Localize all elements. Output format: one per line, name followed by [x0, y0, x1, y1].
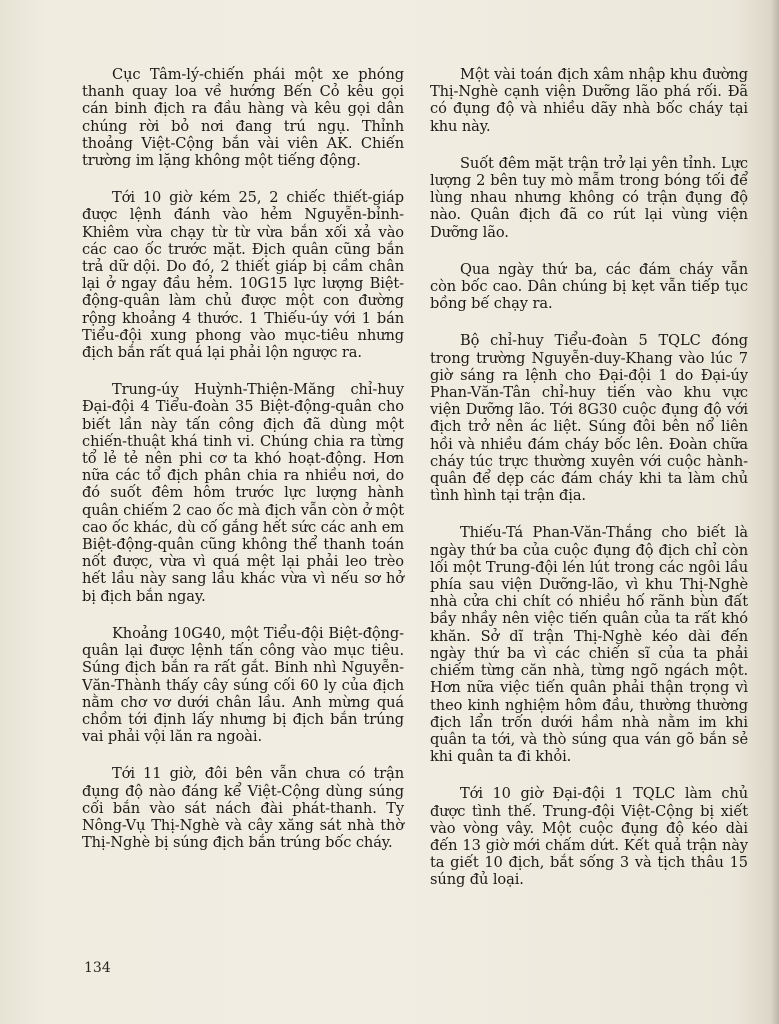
- left-paragraph: Tới 11 giờ, đôi bên vẫn chưa có trận đụng độ nào đáng kể Việt-Cộng dùng súng cối bắn vào sát nách đài phát-thanh. Ty Nông-Vụ Thị-Nghè và cây xăng sát nhà thờ Thị-Nghè bị súng địch bắn trúng bốc cháy.: [82, 765, 404, 852]
- page-edge-shadow: [771, 0, 779, 1024]
- left-paragraph: Khoảng 10G40, một Tiểu-đội Biệt-động-quân lại được lệnh tấn công vào mục tiêu. Súng địch bắn ra rất gắt. Binh nhì Nguyễn-Văn-Thành thấy cây súng cối 60 ly của địch nằm chơ vơ dưới chân lầu. Anh mừng quá chồm tới định lấy nhưng bị địch bắn trúng vai phải vội lăn ra ngoài.: [82, 624, 404, 746]
- left-paragraph: Cục Tâm-lý-chiến phái một xe phóng thanh quay loa về hướng Bến Cỏ kêu gọi cán binh địch ra đầu hàng và kêu gọi dân chúng rời bỏ nơi đang trú ngụ. Thỉnh thoảng Việt-Cộng bắn vài viên AK. Chiến trường im lặng không một tiếng động.: [82, 66, 404, 170]
- left-paragraph: Trung-úy Huỳnh-Thiện-Măng chỉ-huy Đại-đội 4 Tiểu-đoàn 35 Biệt-động-quân cho biết lần này tấn công địch đã dùng một chiến-thuật khá tinh vi. Chúng chia ra từng tổ lẻ tẻ nên phi cơ ta khó hoạt-động. Hơn nữa các tổ địch phân chia ra nhiều nơi, do đó suốt đêm hôm trước lực lượng hành quân chiếm 2 cao ốc mà địch vẫn còn ở một cao ốc khác, dù cố gắng hết sức các anh em Biệt-động-quân cũng không thể thanh toán nốt được, vừa vì quá mệt lại phải leo trèo hết lầu này sang lầu khác vừa vì nếu sơ hở bị địch bắn ngay.: [82, 381, 404, 605]
- right-paragraph: Bộ chỉ-huy Tiểu-đoàn 5 TQLC đóng trong trường Nguyễn-duy-Khang vào lúc 7 giờ sáng ra lệnh cho Đại-đội 1 do Đại-úy Phan-Văn-Tân chỉ-huy tiến vào khu vực viện Dưỡng lão. Tới 8G30 cuộc đụng độ với địch trở nên ác liệt. Súng đôi bên nổ liên hồi và nhiều đám cháy bốc lên. Đoàn chữa cháy túc trực thường xuyên với cuộc hành-quân để dẹp các đám cháy khi ta làm chủ tình hình tại trận địa.: [430, 332, 748, 505]
- right-paragraph: Một vài toán địch xâm nhập khu đường Thị-Nghè cạnh viện Dưỡng lão phá rối. Đã có đụng độ và nhiều dãy nhà bốc cháy tại khu này.: [430, 66, 748, 135]
- right-paragraph: Suốt đêm mặt trận trở lại yên tỉnh. Lực lượng 2 bên tuy mò mẫm trong bóng tối để lùng nhau nhưng không có trận đụng độ nào. Quân địch đã co rút lại vùng viện Dưỡng lão.: [430, 154, 748, 241]
- right-paragraph: Thiếu-Tá Phan-Văn-Thắng cho biết là ngày thứ ba của cuộc đụng độ địch chỉ còn lối một Trung-đội lén lút trong các ngôi lầu phía sau viện Dưỡng-lão, vì khu Thị-Nghè nhà cửa chi chít có nhiều hố rãnh bùn đất bầy nhầy nên việc tiến quân của ta rất khó khăn. Sở dĩ trận Thị-Nghè kéo dài đến ngày thứ ba vì các chiến sĩ của ta phải chiếm từng căn nhà, từng ngõ ngách một. Hơn nữa việc tiến quân phải thận trọng vì theo kinh nghiệm hôm đầu, thường thường địch lẩn trốn dưới hầm nhà nằm im khi quân ta tới, và thò súng qua ván gõ bắn sẻ khi quân ta đi khỏi.: [430, 524, 748, 766]
- right-paragraph: Qua ngày thứ ba, các đám cháy vẫn còn bốc cao. Dân chúng bị kẹt vẫn tiếp tục bồng bế chạy ra.: [430, 260, 748, 313]
- page-number: 134: [84, 960, 111, 976]
- right-paragraph: Tới 10 giờ Đại-đội 1 TQLC làm chủ được tình thế. Trung-đội Việt-Cộng bị xiết vào vòng vây. Một cuộc đụng độ kéo dài đến 13 giờ mới chấm dứt. Kết quả trận này ta giết 10 địch, bắt sống 3 và tịch thâu 15 súng đủ loại.: [430, 785, 748, 889]
- left-paragraph: Tới 10 giờ kém 25, 2 chiếc thiết-giáp được lệnh đánh vào hẻm Nguyễn-bỉnh-Khiêm vừa chạy từ từ vừa bắn xối xả vào các cao ốc trước mặt. Địch quân cũng bắn trả dữ dội. Do đó, 2 thiết giáp bị cầm chân lại ở ngay đầu hẻm. 10G15 lực lượng Biệt-động-quân làm chủ được một con đường rộng khoảng 4 thước. 1 Thiếu-úy với 1 bán Tiểu-đội xung phong vào mục-tiêu nhưng địch bắn rất quá lại phải lộn ngược ra.: [82, 189, 404, 362]
- right-text-column: [430, 66, 748, 909]
- left-text-column: [82, 66, 404, 871]
